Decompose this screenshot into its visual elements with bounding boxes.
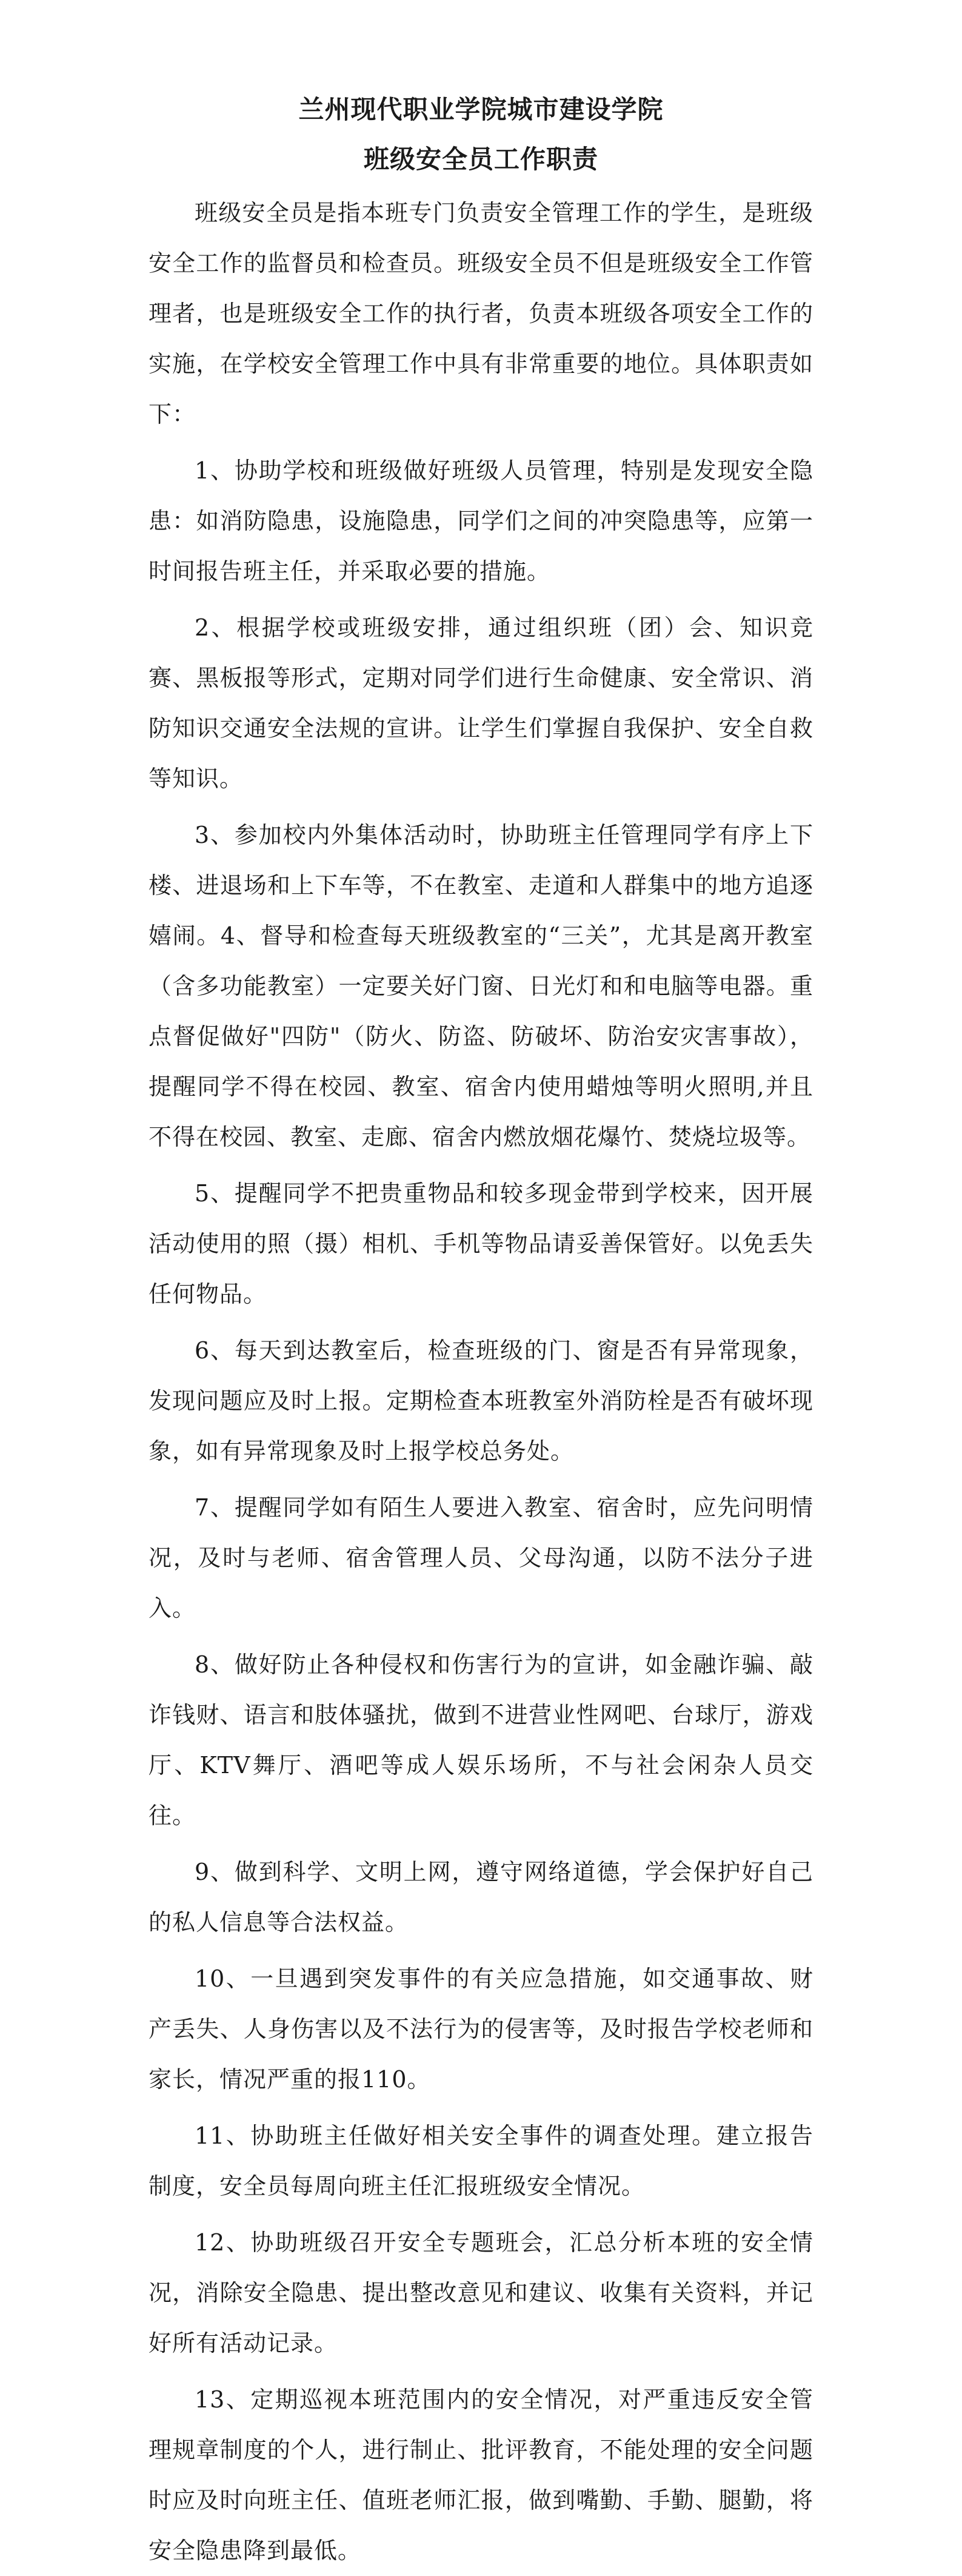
paragraph-duty-6: 6、每天到达教室后，检查班级的门、窗是否有异常现象，发现问题应及时上报。定期检查本班教室外消防栓是否有破坏现象，如有异常现象及时上报学校总务处。 [149, 1337, 813, 1464]
paragraph-intro: 班级安全员是指本班专门负责安全管理工作的学生，是班级安全工作的监督员和检查员。班级安全员不但是班级安全工作管理者，也是班级安全工作的执行者，负责本班级各项安全工作的实施，在学校安全管理工作中具有非常重要的地位。具体职责如下： [149, 200, 813, 428]
paragraph-duty-7: 7、提醒同学如有陌生人要进入教室、宿舍时，应先问明情况，及时与老师、宿舍管理人员、父母沟通，以防不法分子进入。 [149, 1494, 813, 1622]
paragraph-duty-2: 2、根据学校或班级安排，通过组织班（团）会、知识竞赛、黑板报等形式，定期对同学们进行生命健康、安全常识、消防知识交通安全法规的宣讲。让学生们掌握自我保护、安全自救等知识。 [149, 614, 813, 792]
paragraph-duty-13: 13、定期巡视本班范围内的安全情况，对严重违反安全管理规章制度的个人，进行制止、批评教育，不能处理的安全问题时应及时向班主任、值班老师汇报，做到嘴勤、手勤、腿勤，将安全隐患降到最低。 [149, 2386, 813, 2564]
document-subtitle: 班级安全员工作职责 [363, 144, 598, 174]
paragraph-duty-9: 9、做到科学、文明上网，遵守网络道德，学会保护好自己的私人信息等合法权益。 [149, 1859, 813, 1936]
paragraph-duty-12: 12、协助班级召开安全专题班会，汇总分析本班的安全情况，消除安全隐患、提出整改意见和建议、收集有关资料，并记好所有活动记录。 [149, 2229, 813, 2356]
paragraph-duty-10: 10、一旦遇到突发事件的有关应急措施，如交通事故、财产丢失、人身伤害以及不法行为的侵害等，及时报告学校老师和家长，情况严重的报110。 [149, 1965, 813, 2093]
paragraph-duty-3-4: 3、参加校内外集体活动时，协助班主任管理同学有序上下楼、进退场和上下车等，不在教室、走道和人群集中的地方追逐嬉闹。4、督导和检查每天班级教室的“三关”，尤其是离开教室（含多功能教室）一定要关好门窗、日光灯和和电脑等电器。重点督促做好"四防"（防火、防盗、防破坏、防治安灾害事故），提醒同学不得在校园、教室、宿舍内使用蜡烛等明火照明,并且不得在校园、教室、走廊、宿舍内燃放烟花爆竹、焚烧垃圾等。 [149, 822, 813, 1150]
paragraph-duty-5: 5、提醒同学不把贵重物品和较多现金带到学校来，因开展活动使用的照（摄）相机、手机等物品请妥善保管好。以免丢失任何物品。 [149, 1180, 813, 1307]
paragraph-duty-11: 11、协助班主任做好相关安全事件的调查处理。建立报告制度，安全员每周向班主任汇报班级安全情况。 [149, 2122, 813, 2199]
paragraph-duty-8: 8、做好防止各种侵权和伤害行为的宣讲，如金融诈骗、敲诈钱财、语言和肢体骚扰，做到不进营业性网吧、台球厅，游戏厅、KTV舞厅、酒吧等成人娱乐场所，不与社会闲杂人员交往。 [149, 1651, 813, 1829]
paragraph-duty-1: 1、协助学校和班级做好班级人员管理，特别是发现安全隐患：如消防隐患，设施隐患，同学们之间的冲突隐患等，应第一时间报告班主任，并采取必要的措施。 [149, 457, 813, 585]
document-title: 兰州现代职业学院城市建设学院 [298, 95, 664, 124]
